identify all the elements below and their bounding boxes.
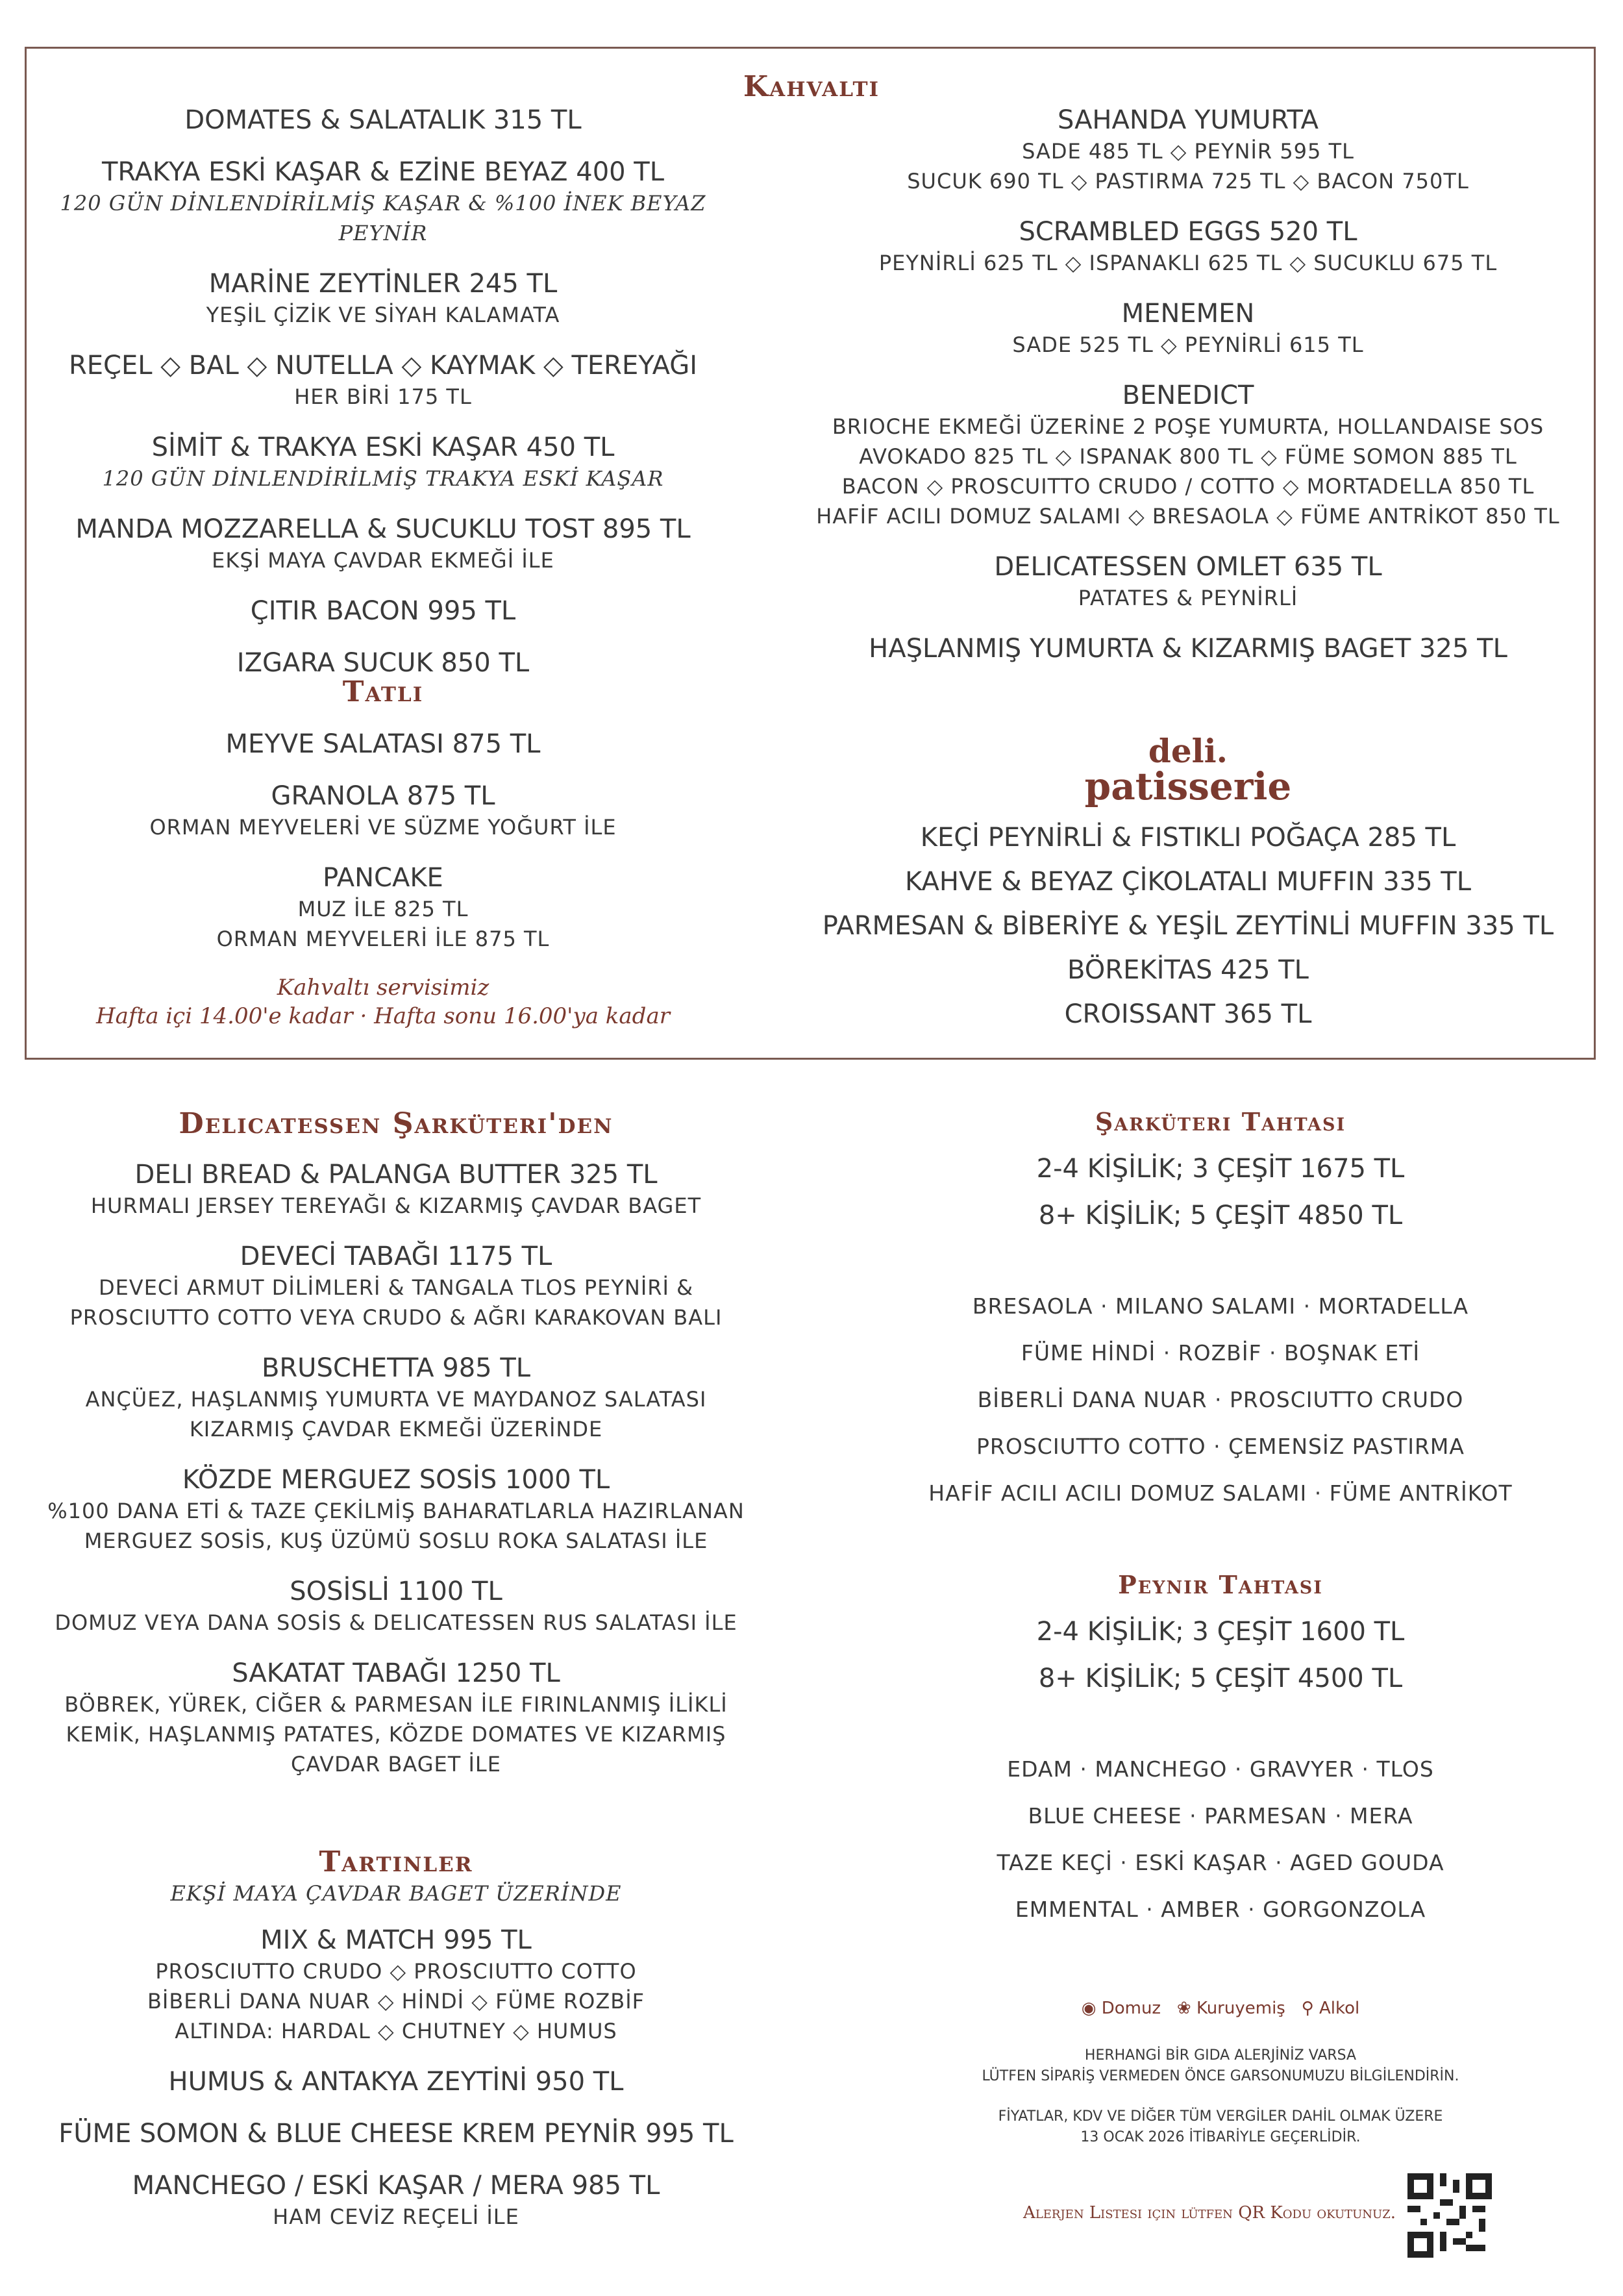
menu-item: BRUSCHETTA 985 TL ANÇÜEZ, HAŞLANMIŞ YUMURTA VE MAYDANOZ SALATASI KIZARMIŞ ÇAVDAR EKMEĞİ ÜZERİNDE [85, 1353, 707, 1441]
board-line: TAZE KEÇİ · ESKİ KAŞAR · AGED GOUDA [997, 1850, 1444, 1875]
board-line: PROSCIUTTO COTTO · ÇEMENSİZ PASTIRMA [976, 1434, 1465, 1459]
kahvalti-title: Kahvaltı [743, 70, 880, 103]
price-note-2: 13 OCAK 2026 İTİBARİYLE GEÇERLİDİR. [1080, 2129, 1361, 2145]
menu-item: DOMATES & SALATALIK 315 TL [184, 105, 582, 135]
sarkuteri-title: Delicatessen Şarküteri'den [179, 1107, 613, 1140]
peynir-tahtasi-section [863, 1570, 1578, 1933]
menu-item: PARMESAN & BİBERİYE & YEŞİL ZEYTİNLİ MUFFIN 335 TL [822, 911, 1554, 941]
menu-item: ÇITIR BACON 995 TL [250, 596, 516, 626]
board-line: BLUE CHEESE · PARMESAN · MERA [1028, 1803, 1413, 1828]
board-line: HAFİF ACILI ACILI DOMUZ SALAMI · FÜME ANTRİKOT [928, 1480, 1513, 1506]
menu-item: SİMİT & TRAKYA ESKİ KAŞAR 450 TL 120 GÜN DİNLENDİRİLMİŞ TRAKYA ESKİ KAŞAR [102, 432, 664, 491]
menu-item: SAKATAT TABAĞI 1250 TL BÖBREK, YÜREK, CİĞER & PARMESAN İLE FIRINLANMIŞ İLİKLİ KEMİK, HAŞLANMIŞ PATATES, KÖZDE DOMATES VE KIZARMIŞ ÇAVDAR BAGET İLE [64, 1658, 728, 1777]
menu-item: KAHVE & BEYAZ ÇİKOLATALI MUFFIN 335 TL [905, 867, 1471, 897]
tatli-section [58, 675, 708, 1030]
tartinler-section [26, 1845, 766, 2251]
menu-item: PANCAKE MUZ İLE 825 TL ORMAN MEYVELERİ İLE 875 TL [216, 863, 550, 951]
sarkuteri-tahtasi-title: Şarküteri Tahtası [1095, 1107, 1346, 1136]
menu-item: BÖREKİTAS 425 TL [1067, 955, 1309, 985]
menu-item: TRAKYA ESKİ KAŞAR & EZİNE BEYAZ 400 TL 120 GÜN DİNLENDİRİLMİŞ KAŞAR & %100 İNEK BEYAZ PEYNİR [60, 157, 706, 245]
allergy-note-2: LÜTFEN SİPARİŞ VERMEDEN ÖNCE GARSONUMUZU BİLGİLENDİRİN. [982, 2068, 1459, 2084]
board-line: BİBERLİ DANA NUAR · PROSCIUTTO CRUDO [977, 1387, 1464, 1412]
sarkuteri-section [26, 1107, 766, 1799]
kahvalti-left-column [58, 104, 708, 699]
menu-item: HUMUS & ANTAKYA ZEYTİNİ 950 TL [168, 2067, 624, 2097]
board-option: 2-4 KİŞİLİK; 3 ÇEŞİT 1600 TL [1036, 1617, 1405, 1647]
price-note-1: FİYATLAR, KDV VE DİĞER TÜM VERGİLER DAHİL OLMAK ÜZERE [998, 2108, 1443, 2125]
patisserie-logo-top: deli. [1148, 732, 1228, 770]
menu-item: FÜME SOMON & BLUE CHEESE KREM PEYNİR 995 TL [58, 2119, 734, 2149]
allergen-legend [961, 1999, 1480, 2018]
board-option: 2-4 KİŞİLİK; 3 ÇEŞİT 1675 TL [1036, 1154, 1405, 1184]
menu-item: GRANOLA 875 TL ORMAN MEYVELERİ VE SÜZME YOĞURT İLE [149, 781, 617, 840]
board-option: 8+ KİŞİLİK; 5 ÇEŞİT 4500 TL [1038, 1664, 1403, 1693]
menu-item: IZGARA SUCUK 850 TL [236, 648, 530, 678]
menu-item: DEVECİ TABAĞI 1175 TL DEVECİ ARMUT DİLİMLERİ & TANGALA TLOS PEYNİRİ & PROSCIUTTO COTTO VEYA CRUDO & AĞRI KARAKOVAN BALI [69, 1242, 723, 1330]
patisserie-logo: patisserie [1084, 764, 1292, 808]
allergy-note-1: HERHANGİ BİR GIDA ALERJİNİZ VARSA [1084, 2047, 1357, 2064]
qr-note: Alerjen Listesi için lütfen QR Kodu okutunuz. [1023, 2203, 1396, 2223]
qr-code-icon[interactable] [1407, 2173, 1492, 2258]
menu-item: CROISSANT 365 TL [1064, 999, 1312, 1029]
menu-item: MIX & MATCH 995 TL PROSCIUTTO CRUDO ◇ PROSCIUTTO COTTO BİBERLİ DANA NUAR ◇ HİNDİ ◇ FÜME ROZBİF ALTINDA: HARDAL ◇ CHUTNEY ◇ HUMUS [147, 1925, 645, 2043]
menu-item: DELICATESSEN OMLET 635 TL PATATES & PEYNİRLİ [994, 552, 1382, 610]
breakfast-hours: Hafta içi 14.00'e kadar · Hafta sonu 16.00'ya kadar [96, 1003, 670, 1029]
menu-item: SCRAMBLED EGGS 520 TL PEYNİRLİ 625 TL ◇ ISPANAKLI 625 TL ◇ SUCUKLU 675 TL [878, 217, 1498, 275]
menu-item: DELI BREAD & PALANGA BUTTER 325 TL HURMALI JERSEY TEREYAĞI & KIZARMIŞ ÇAVDAR BAGET [90, 1160, 702, 1218]
menu-item: MEYVE SALATASI 875 TL [225, 729, 541, 759]
legend-pork: Domuz [1101, 1999, 1161, 2018]
board-line: BRESAOLA · MILANO SALAMI · MORTADELLA [972, 1293, 1469, 1319]
glass-icon: ⚲ [1301, 1999, 1314, 2018]
menu-item: HAŞLANMIŞ YUMURTA & KIZARMIŞ BAGET 325 TL [869, 634, 1507, 664]
peynir-tahtasi-title: Peynir Tahtası [1118, 1570, 1323, 1599]
board-line: FÜME HİNDİ · ROZBİF · BOŞNAK ETİ [1021, 1340, 1420, 1366]
sarkuteri-tahtasi-section [863, 1107, 1578, 1517]
menu-item: REÇEL ◇ BAL ◇ NUTELLA ◇ KAYMAK ◇ TEREYAĞI HER BİRİ 175 TL [68, 351, 698, 409]
tartinler-subtitle: EKŞİ MAYA ÇAVDAR BAGET ÜZERİNDE [170, 1881, 622, 1906]
menu-item: KEÇİ PEYNİRLİ & FISTIKLI POĞAÇA 285 TL [920, 823, 1456, 853]
tatli-title: Tatlı [342, 675, 424, 708]
pig-icon: ◉ [1081, 1999, 1096, 2018]
patisserie-section [799, 734, 1578, 1036]
menu-item: SAHANDA YUMURTA SADE 485 TL ◇ PEYNİR 595 TL SUCUK 690 TL ◇ PASTIRMA 725 TL ◇ BACON 750TL [907, 105, 1469, 193]
kahvalti-section [682, 70, 941, 103]
kahvalti-right-column [799, 104, 1578, 684]
menu-item: MENEMEN SADE 525 TL ◇ PEYNİRLİ 615 TL [1012, 299, 1364, 357]
legend-alcohol: Alkol [1319, 1999, 1360, 2018]
nut-icon: ❀ [1176, 1999, 1191, 2018]
menu-item: MANCHEGO / ESKİ KAŞAR / MERA 985 TL HAM CEVİZ REÇELİ İLE [132, 2171, 660, 2229]
menu-item: BENEDICT BRIOCHE EKMEĞİ ÜZERİNE 2 POŞE YUMURTA, HOLLANDAISE SOS AVOKADO 825 TL ◇ ISPANAK 800 TL ◇ FÜME SOMON 885 TL BACON ◇ PROSCUITTO CRUDO / COTTO ◇ MORTADELLA 850 TL HAFİF ACILI DOMUZ SALAMI ◇ BRESAOLA ◇ FÜME ANTRİKOT 850 TL [816, 381, 1560, 529]
footer-notes [928, 2045, 1513, 2148]
breakfast-hours-note: Kahvaltı servisimiz [277, 975, 489, 1001]
board-option: 8+ KİŞİLİK; 5 ÇEŞİT 4850 TL [1038, 1201, 1403, 1230]
board-line: EMMENTAL · AMBER · GORGONZOLA [1015, 1897, 1426, 1922]
menu-item: MARİNE ZEYTİNLER 245 TL YEŞİL ÇİZİK VE SİYAH KALAMATA [206, 269, 560, 327]
tartinler-title: Tartinler [319, 1845, 473, 1878]
menu-item: SOSİSLİ 1100 TL DOMUZ VEYA DANA SOSİS & DELICATESSEN RUS SALATASI İLE [55, 1577, 737, 1635]
board-line: EDAM · MANCHEGO · GRAVYER · TLOS [1007, 1756, 1434, 1782]
legend-nut: Kuruyemiş [1196, 1999, 1285, 2018]
menu-item: MANDA MOZZARELLA & SUCUKLU TOST 895 TL EKŞİ MAYA ÇAVDAR EKMEĞİ İLE [75, 514, 691, 573]
menu-item: KÖZDE MERGUEZ SOSİS 1000 TL %100 DANA ETİ & TAZE ÇEKİLMİŞ BAHARATLARLA HAZIRLANAN MERGUEZ SOSİS, KUŞ ÜZÜMÜ SOSLU ROKA SALATASI İLE [47, 1465, 745, 1553]
